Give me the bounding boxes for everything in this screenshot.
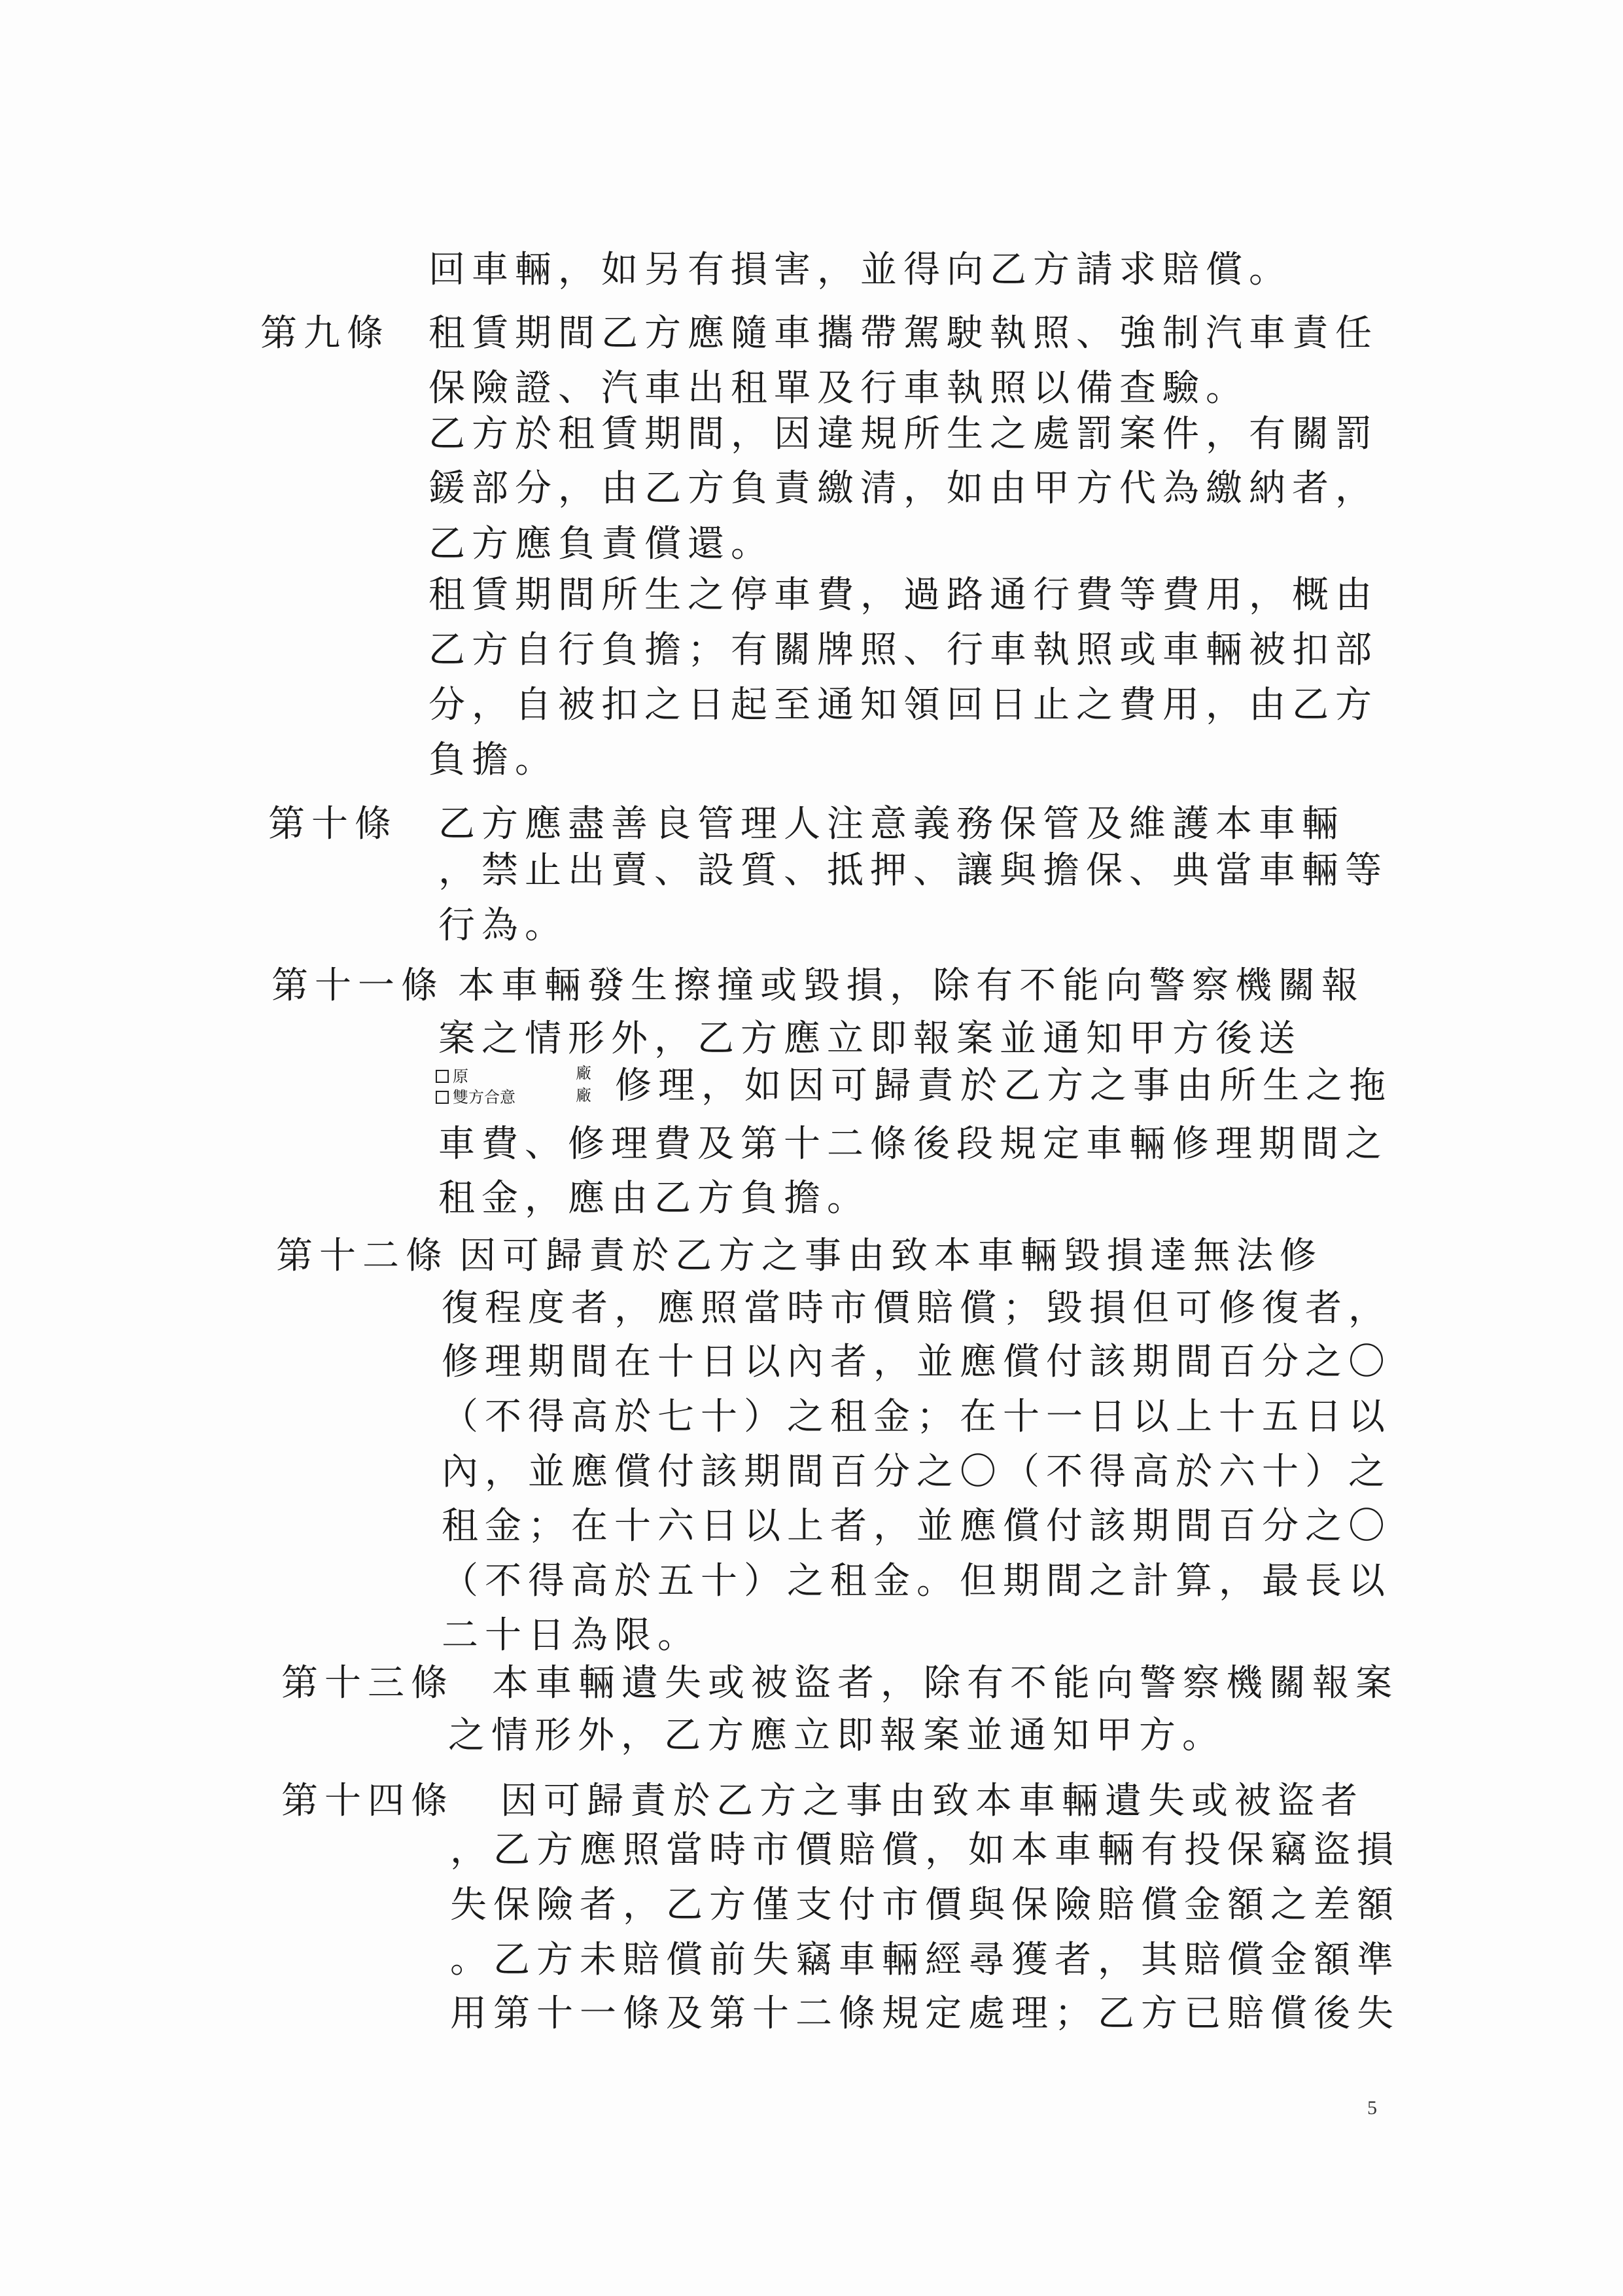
text-line: （不得高於七十）之租金；在十一日以上十五日以 bbox=[442, 1396, 1391, 1438]
text-line: 租賃期間所生之停車費，過路通行費等費用，概由 bbox=[428, 574, 1378, 616]
checkbox-option-mutual[interactable]: 雙方合意 bbox=[436, 1086, 515, 1107]
article-label-12: 第十二條 bbox=[276, 1235, 449, 1277]
text-line: 租賃期間乙方應隨車攜帶駕駛執照、強制汽車責任 bbox=[428, 312, 1378, 355]
text-line: 回車輛，如另有損害，並得向乙方請求賠償。 bbox=[428, 249, 1292, 291]
text-line: 之情形外，乙方應立即報案並通知甲方。 bbox=[448, 1714, 1225, 1757]
text-line: 保險證、汽車出租單及行車執照以備查驗。 bbox=[428, 367, 1249, 410]
text-line: ，乙方應照當時市價賠償，如本車輛有投保竊盜損 bbox=[450, 1829, 1400, 1871]
article-label-13: 第十三條 bbox=[281, 1662, 454, 1704]
text-line: 租金，應由乙方負擔。 bbox=[438, 1177, 870, 1220]
text-line: 行為。 bbox=[438, 904, 568, 947]
checkbox-option-original[interactable]: 原 bbox=[436, 1065, 515, 1086]
text-line: 復程度者，應照當時市價賠償；毀損但可修復者， bbox=[442, 1287, 1391, 1330]
text-line: ，禁止出賣、設質、抵押、讓與擔保、典當車輛等 bbox=[438, 849, 1388, 892]
text-line: 因可歸責於乙方之事由致本車輛遺失或被盜者 bbox=[500, 1780, 1364, 1822]
checkbox-suffix: 廠 bbox=[576, 1086, 591, 1104]
article-label-11: 第十一條 bbox=[271, 964, 444, 1007]
text-line: 租金；在十六日以上者，並應償付該期間百分之〇 bbox=[442, 1505, 1391, 1547]
checkbox-icon[interactable] bbox=[436, 1091, 449, 1104]
text-line: 用第十一條及第十二條規定處理；乙方已賠償後失 bbox=[450, 1992, 1400, 2035]
article-label-14: 第十四條 bbox=[281, 1780, 454, 1822]
repair-location-options bbox=[436, 1065, 515, 1107]
text-line: 車費、修理費及第十二條後段規定車輛修理期間之 bbox=[438, 1123, 1388, 1165]
text-line: 案之情形外，乙方應立即報案並通知甲方後送 bbox=[438, 1017, 1302, 1060]
text-line: 乙方應盡善良管理人注意義務保管及維護本車輛 bbox=[438, 803, 1345, 845]
text-line: 二十日為限。 bbox=[442, 1614, 701, 1657]
text-line: 失保險者，乙方僅支付市價與保險賠償金額之差額 bbox=[450, 1884, 1400, 1926]
text-line: 乙方自行負擔；有關牌照、行車執照或車輛被扣部 bbox=[428, 629, 1378, 671]
text-line: 。乙方未賠償前失竊車輛經尋獲者，其賠償金額準 bbox=[450, 1939, 1400, 1981]
text-line: 乙方應負責償還。 bbox=[428, 523, 774, 565]
text-line: 因可歸責於乙方之事由致本車輛毀損達無法修 bbox=[459, 1235, 1323, 1277]
text-line: 負擔。 bbox=[428, 739, 558, 781]
text-line: 本車輛遺失或被盜者，除有不能向警察機關報案 bbox=[492, 1662, 1399, 1704]
text-line: 鍰部分，由乙方負責繳清，如由甲方代為繳納者， bbox=[428, 467, 1378, 510]
text-line: 內，並應償付該期間百分之〇（不得高於六十）之 bbox=[442, 1451, 1391, 1493]
page-number: 5 bbox=[1367, 2097, 1377, 2119]
text-line: （不得高於五十）之租金。但期間之計算，最長以 bbox=[442, 1560, 1391, 1602]
checkbox-suffix: 廠 bbox=[576, 1064, 591, 1082]
text-line: 修理，如因可歸責於乙方之事由所生之拖 bbox=[615, 1065, 1392, 1107]
checkbox-icon[interactable] bbox=[436, 1070, 449, 1083]
text-line: 本車輛發生擦撞或毀損，除有不能向警察機關報 bbox=[458, 964, 1365, 1007]
text-line: 分，自被扣之日起至通知領回日止之費用，由乙方 bbox=[428, 684, 1378, 726]
article-label-10: 第十條 bbox=[268, 803, 398, 845]
text-line: 乙方於租賃期間，因違規所生之處罰案件，有關罰 bbox=[428, 413, 1378, 455]
article-label-9: 第九條 bbox=[260, 312, 390, 355]
text-line: 修理期間在十日以內者，並應償付該期間百分之〇 bbox=[442, 1341, 1391, 1383]
